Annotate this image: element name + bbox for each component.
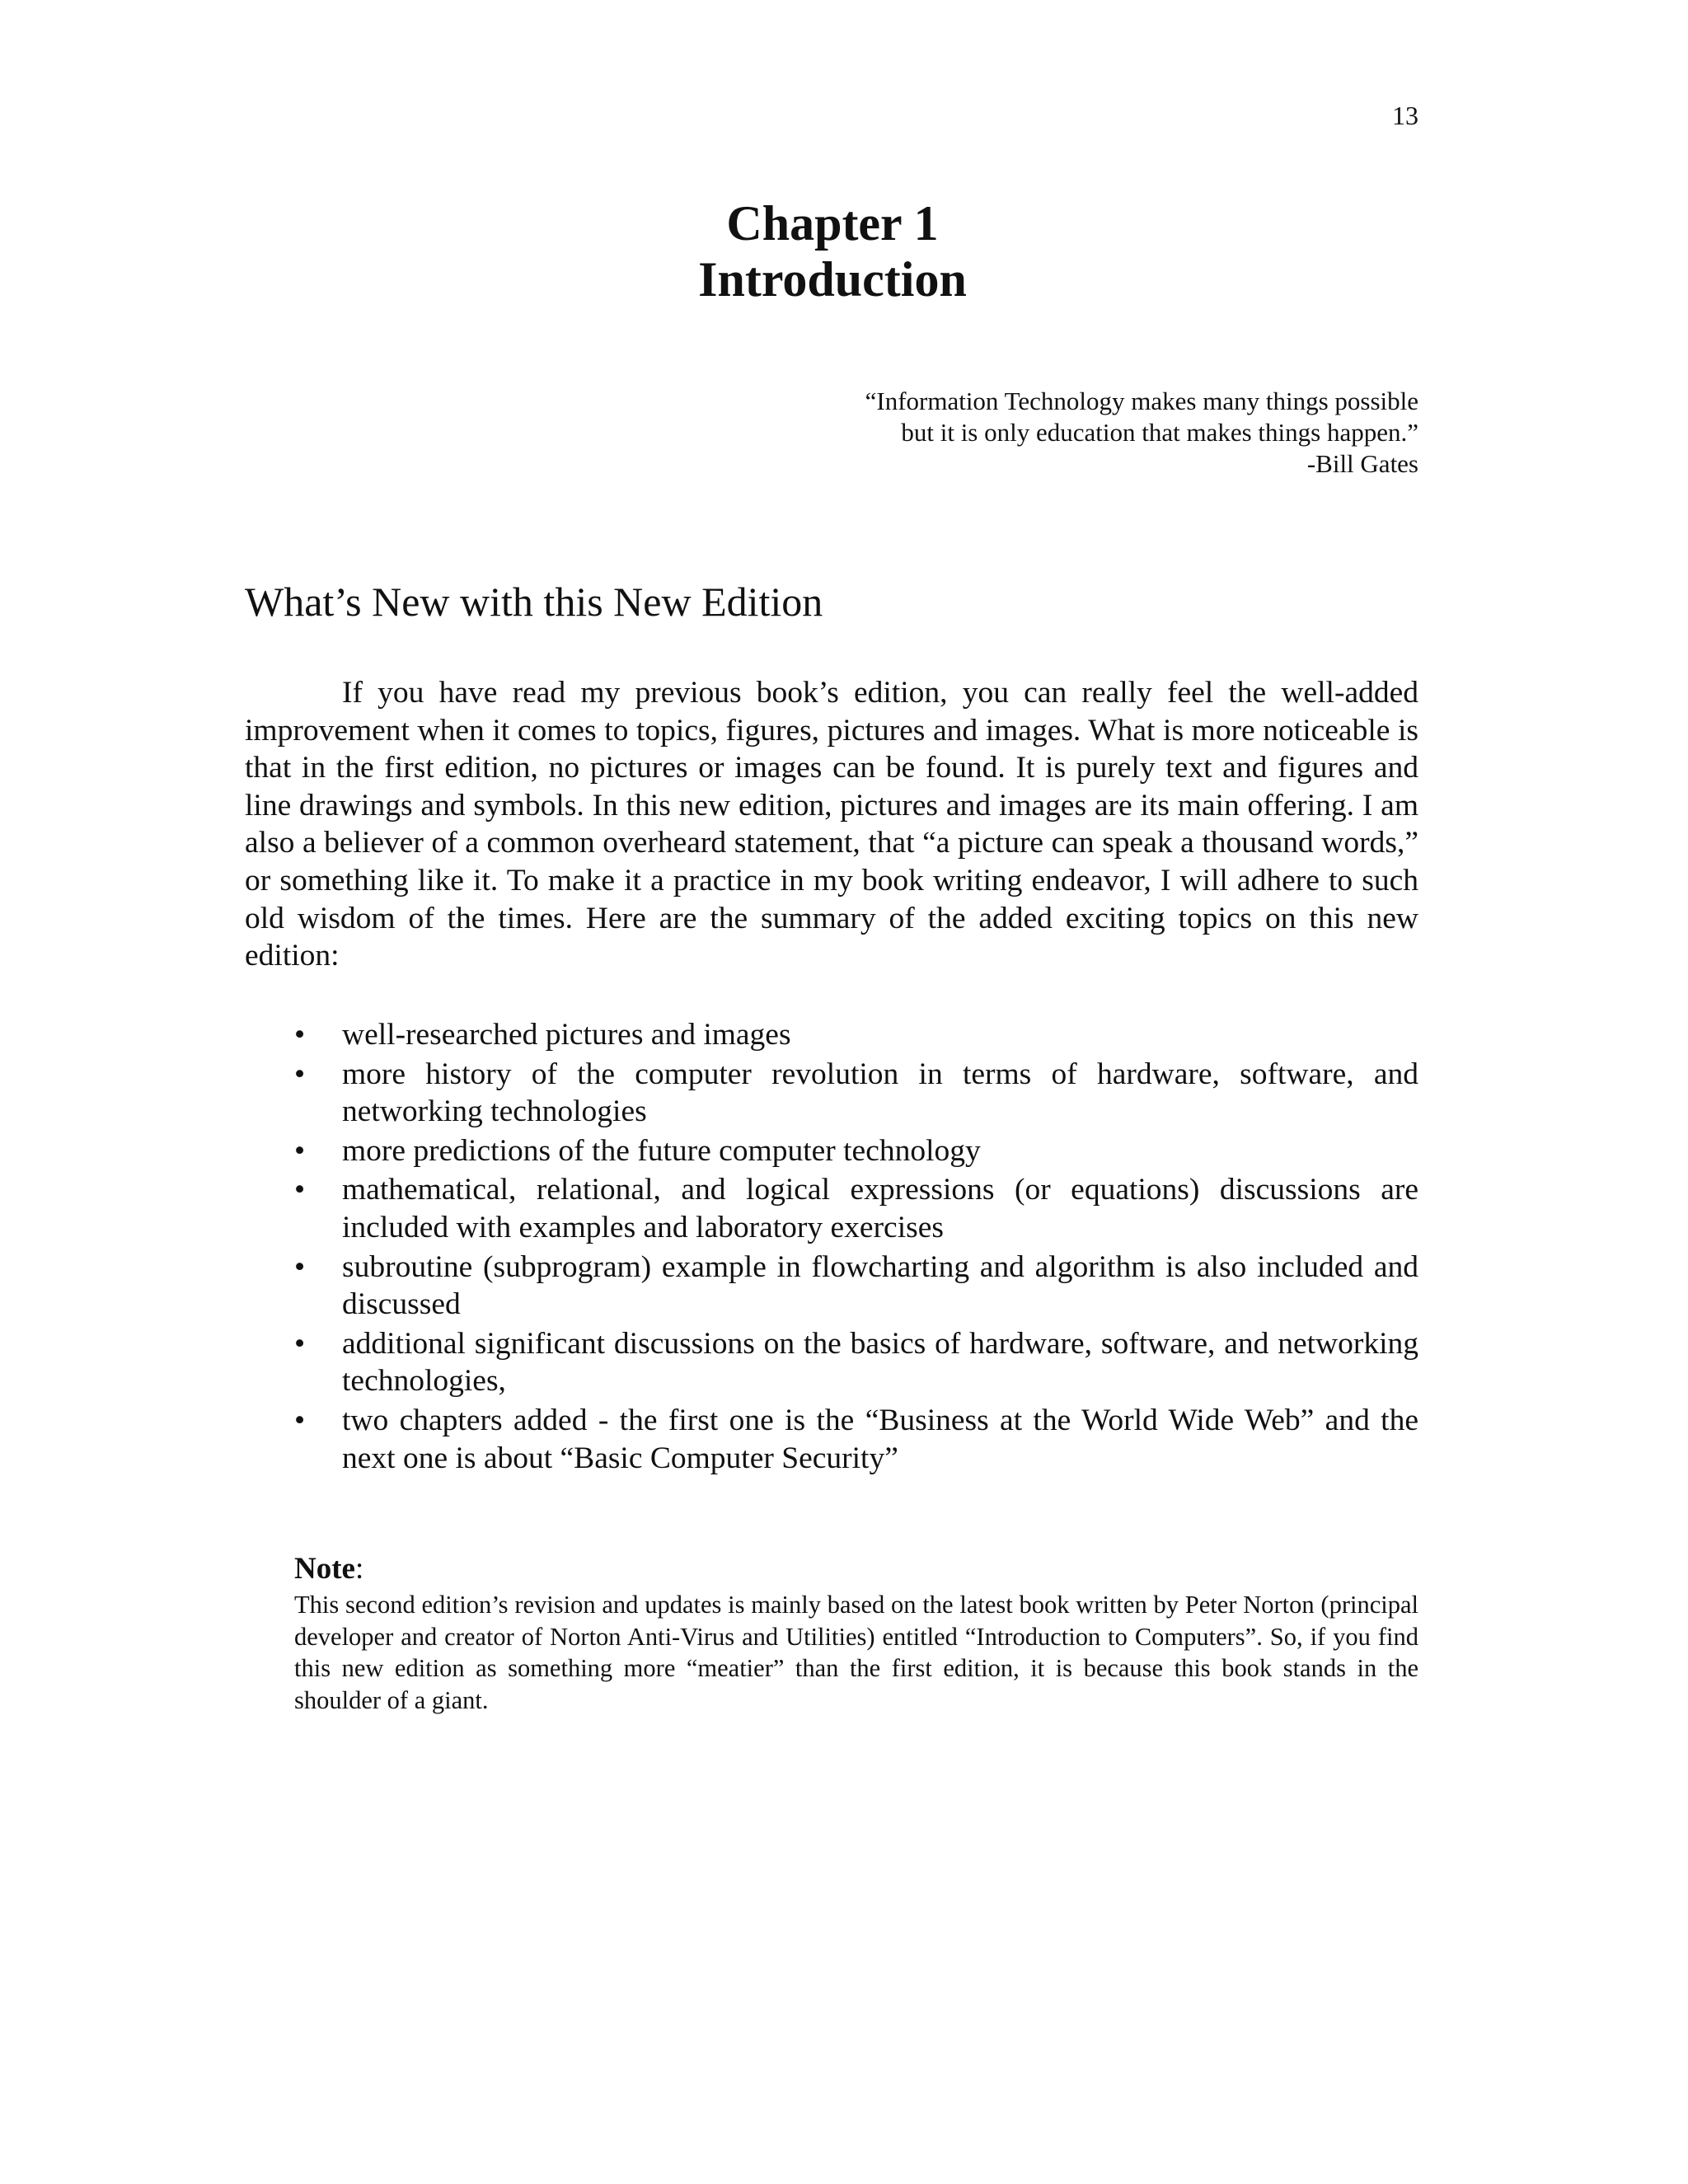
- epigraph-line-2: but it is only education that makes things happen.”: [901, 418, 1418, 447]
- bullet-text: two chapters added - the first one is the “Business at the World Wide Web” and the next one is about “Basic Computer Security”: [342, 1403, 1418, 1475]
- bullet-item: [294, 1056, 1418, 1131]
- page-number: 13: [1392, 101, 1418, 130]
- note-heading: [294, 1551, 1418, 1587]
- bullet-list: [294, 1016, 1418, 1479]
- chapter-number: Chapter 1: [726, 196, 939, 251]
- epigraph-line-1: “Information Technology makes many things possible: [865, 387, 1418, 415]
- bullet-text: more predictions of the future computer technology: [342, 1133, 981, 1168]
- chapter-heading: [0, 195, 1665, 307]
- bullet-text: mathematical, relational, and logical expressions (or equations) discussions are included with examples and laboratory exercises: [342, 1173, 1418, 1244]
- bullet-item: [294, 1249, 1418, 1324]
- chapter-title: Introduction: [698, 252, 967, 307]
- epigraph-quote: [865, 386, 1418, 480]
- bullet-text: well-researched pictures and images: [342, 1018, 791, 1052]
- bullet-item: [294, 1132, 1418, 1170]
- body-paragraph: If you have read my previous book’s edition, you can really feel the well-added improvement when it comes to topics, figures, pictures and images. What is more noticeable is that in the first edition, no pictures or images can be found. It is purely text and figures and line drawings and symbols. In this new edition, pictures and images are its main offering. I am also a believer of a common overheard statement, that “a picture can speak a thousand words,” or something like it. To make it a practice in my book writing endeavor, I will adhere to such old wisdom of the times. Here are the summary of the added exciting topics on this new edition:: [245, 676, 1418, 973]
- note-colon: :: [354, 1552, 364, 1586]
- bullet-icon: •: [294, 1326, 306, 1361]
- bullet-text: subroutine (subprogram) example in flowcharting and algorithm is also included and discussed: [342, 1249, 1418, 1322]
- bullet-icon: •: [294, 1018, 306, 1052]
- epigraph-attribution: -Bill Gates: [1306, 449, 1418, 478]
- bullet-icon: •: [294, 1249, 306, 1284]
- section-title: What’s New with this New Edition: [245, 579, 823, 625]
- bullet-icon: •: [294, 1133, 306, 1168]
- bullet-icon: •: [294, 1057, 306, 1091]
- bullet-icon: •: [294, 1403, 306, 1437]
- bullet-item: [294, 1171, 1418, 1246]
- note-text: This second edition’s revision and updates is mainly based on the latest book written by Peter Norton (principal developer and creator of Norton Anti-Virus and Utilities) entitled “Introduction to Computers”. So, if you find this new edition as something more “meatier” than the first edition, it is because this book stands in the shoulder of a giant.: [294, 1591, 1418, 1714]
- bullet-item: [294, 1402, 1418, 1477]
- bullet-text: more history of the computer revolution in terms of hardware, software, and networking technologies: [342, 1057, 1418, 1129]
- note-label: Note: [294, 1552, 355, 1586]
- bullet-text: additional significant discussions on the basics of hardware, software, and networking technologies,: [342, 1326, 1418, 1399]
- bullet-item: [294, 1016, 1418, 1054]
- bullet-icon: •: [294, 1173, 306, 1207]
- note-box: [294, 1551, 1418, 1716]
- bullet-item: [294, 1325, 1418, 1400]
